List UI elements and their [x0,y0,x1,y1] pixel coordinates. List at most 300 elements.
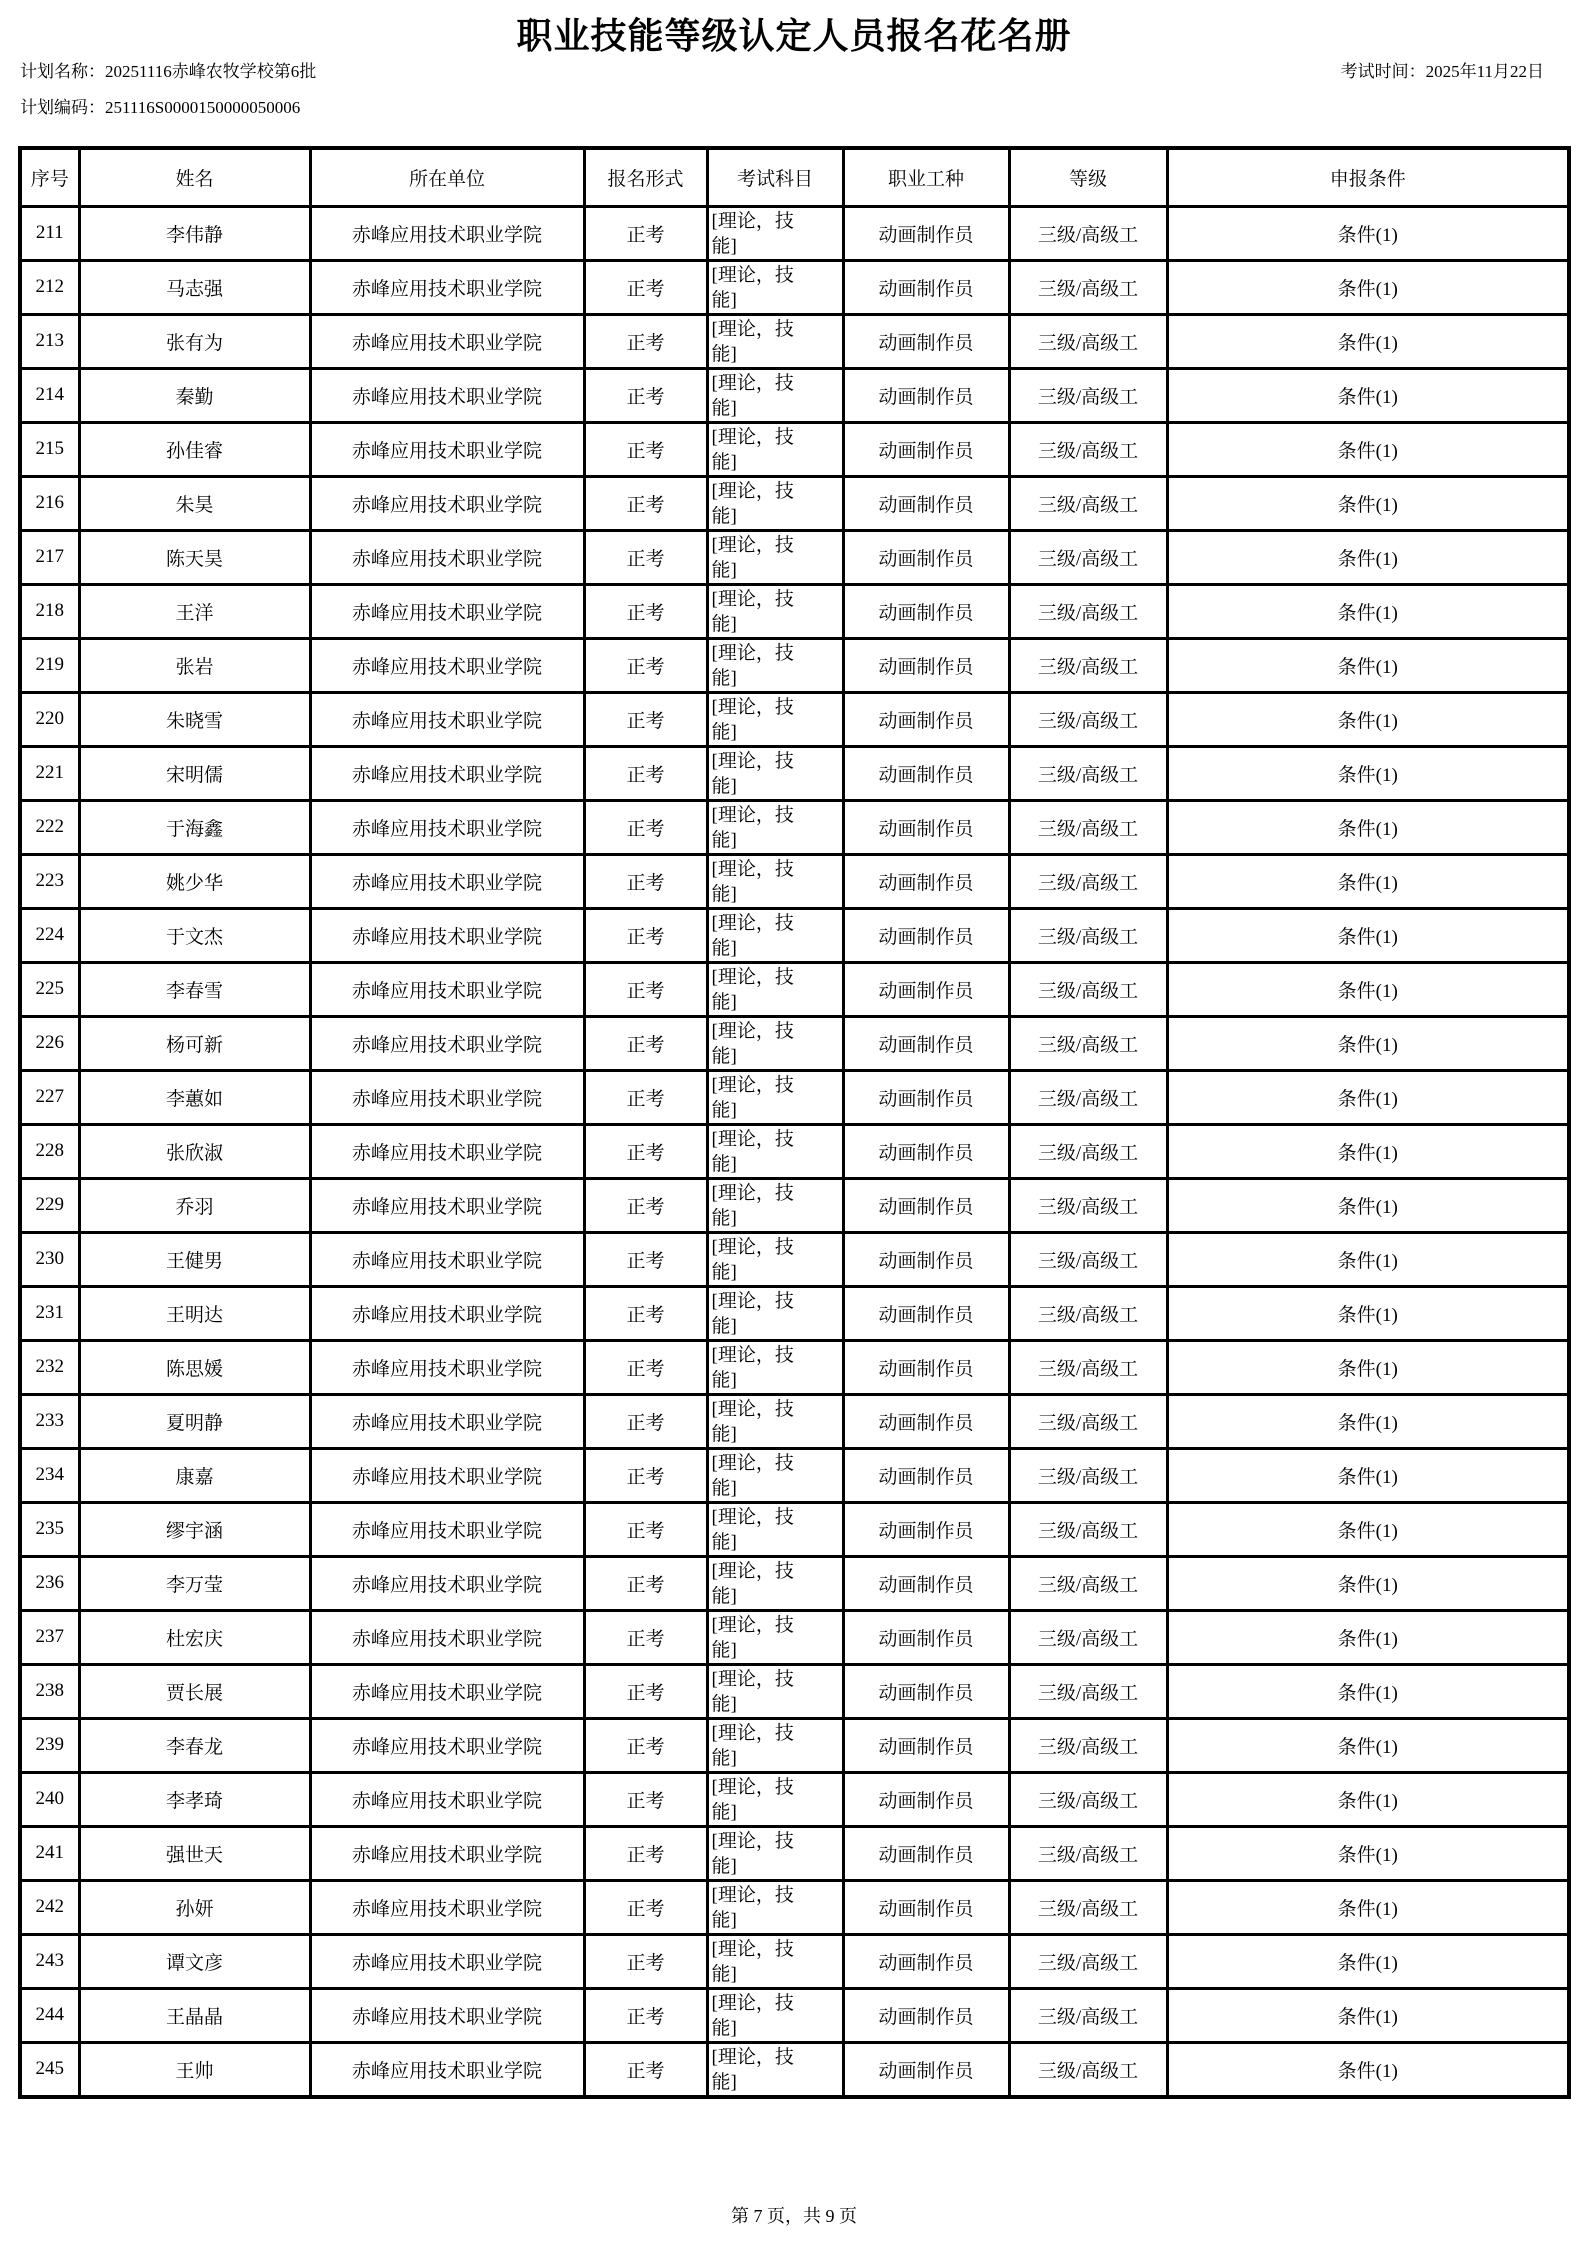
cell-level: 三级/高级工 [1009,1070,1167,1124]
cell-unit: 赤峰应用技术职业学院 [310,1880,584,1934]
exam-subjects-text: [理论，技能] [711,1776,794,1823]
cell-registration-form: 正考 [584,1448,707,1502]
cell-occupation: 动画制作员 [843,1718,1009,1772]
exam-subjects-text: [理论，技能] [711,264,794,311]
cell-condition: 条件(1) [1167,1394,1569,1448]
cell-registration-form: 正考 [584,908,707,962]
cell-unit: 赤峰应用技术职业学院 [310,584,584,638]
cell-exam-subjects [707,584,843,638]
table-row [20,2042,1569,2097]
cell-name: 马志强 [79,260,310,314]
cell-seq-number: 222 [20,800,79,854]
cell-seq-number: 211 [20,206,79,260]
table-row [20,260,1569,314]
table-row [20,1124,1569,1178]
cell-level: 三级/高级工 [1009,1718,1167,1772]
cell-seq-number: 215 [20,422,79,476]
cell-condition: 条件(1) [1167,1016,1569,1070]
cell-occupation: 动画制作员 [843,1826,1009,1880]
cell-occupation: 动画制作员 [843,800,1009,854]
cell-exam-subjects [707,1340,843,1394]
cell-unit: 赤峰应用技术职业学院 [310,1718,584,1772]
table-row [20,962,1569,1016]
plan-name-line [20,57,316,82]
cell-registration-form: 正考 [584,1556,707,1610]
cell-registration-form: 正考 [584,260,707,314]
plan-code-label: 计划编码： [20,98,105,117]
cell-unit: 赤峰应用技术职业学院 [310,1394,584,1448]
table-row [20,1934,1569,1988]
cell-name: 贾长展 [79,1664,310,1718]
cell-level: 三级/高级工 [1009,1394,1167,1448]
cell-exam-subjects [707,1610,843,1664]
cell-registration-form: 正考 [584,314,707,368]
cell-exam-subjects [707,314,843,368]
exam-subjects-text: [理论，技能] [711,1938,794,1985]
exam-subjects-text: [理论，技能] [711,1020,794,1067]
cell-name: 缪宇涵 [79,1502,310,1556]
exam-subjects-text: [理论，技能] [711,318,794,365]
cell-exam-subjects [707,1934,843,1988]
cell-exam-subjects [707,1232,843,1286]
cell-level: 三级/高级工 [1009,1664,1167,1718]
cell-unit: 赤峰应用技术职业学院 [310,260,584,314]
cell-level: 三级/高级工 [1009,854,1167,908]
cell-unit: 赤峰应用技术职业学院 [310,1502,584,1556]
cell-occupation: 动画制作员 [843,314,1009,368]
cell-registration-form: 正考 [584,1718,707,1772]
cell-occupation: 动画制作员 [843,1502,1009,1556]
cell-seq-number: 229 [20,1178,79,1232]
cell-condition: 条件(1) [1167,1556,1569,1610]
cell-unit: 赤峰应用技术职业学院 [310,314,584,368]
cell-occupation: 动画制作员 [843,1610,1009,1664]
cell-seq-number: 240 [20,1772,79,1826]
cell-level: 三级/高级工 [1009,1340,1167,1394]
cell-exam-subjects [707,260,843,314]
header-cell: 职业工种 [843,148,1009,206]
cell-registration-form: 正考 [584,206,707,260]
table-row [20,1610,1569,1664]
header-cell: 所在单位 [310,148,584,206]
cell-condition: 条件(1) [1167,1070,1569,1124]
cell-registration-form: 正考 [584,1826,707,1880]
table-row [20,368,1569,422]
cell-occupation: 动画制作员 [843,1934,1009,1988]
cell-registration-form: 正考 [584,1286,707,1340]
exam-time-value: 2025年11月22日 [1425,62,1544,81]
table-row [20,1772,1569,1826]
cell-unit: 赤峰应用技术职业学院 [310,368,584,422]
cell-name: 杨可新 [79,1016,310,1070]
header-cell: 等级 [1009,148,1167,206]
exam-subjects-text: [理论，技能] [711,588,794,635]
cell-condition: 条件(1) [1167,746,1569,800]
cell-occupation: 动画制作员 [843,476,1009,530]
exam-subjects-text: [理论，技能] [711,1830,794,1877]
exam-subjects-text: [理论，技能] [711,912,794,959]
cell-level: 三级/高级工 [1009,422,1167,476]
cell-occupation: 动画制作员 [843,1286,1009,1340]
cell-exam-subjects [707,1124,843,1178]
table-row [20,530,1569,584]
cell-level: 三级/高级工 [1009,1124,1167,1178]
table-header-row [20,148,1569,206]
cell-condition: 条件(1) [1167,1988,1569,2042]
cell-name: 李春龙 [79,1718,310,1772]
exam-subjects-text: [理论，技能] [711,2046,794,2093]
exam-time-label: 考试时间： [1340,62,1426,81]
cell-occupation: 动画制作员 [843,692,1009,746]
table-row [20,1556,1569,1610]
cell-registration-form: 正考 [584,1340,707,1394]
exam-subjects-text: [理论，技能] [711,1614,794,1661]
exam-subjects-text: [理论，技能] [711,1722,794,1769]
cell-name: 王明达 [79,1286,310,1340]
cell-condition: 条件(1) [1167,1718,1569,1772]
exam-subjects-text: [理论，技能] [711,1344,794,1391]
cell-occupation: 动画制作员 [843,746,1009,800]
cell-unit: 赤峰应用技术职业学院 [310,1232,584,1286]
table-row [20,854,1569,908]
cell-condition: 条件(1) [1167,1664,1569,1718]
cell-level: 三级/高级工 [1009,206,1167,260]
cell-seq-number: 236 [20,1556,79,1610]
cell-unit: 赤峰应用技术职业学院 [310,1070,584,1124]
cell-seq-number: 232 [20,1340,79,1394]
plan-code-line [20,93,300,118]
cell-seq-number: 233 [20,1394,79,1448]
cell-name: 秦勤 [79,368,310,422]
cell-condition: 条件(1) [1167,800,1569,854]
cell-exam-subjects [707,1772,843,1826]
cell-seq-number: 217 [20,530,79,584]
cell-level: 三级/高级工 [1009,1880,1167,1934]
cell-level: 三级/高级工 [1009,1502,1167,1556]
cell-registration-form: 正考 [584,1394,707,1448]
cell-level: 三级/高级工 [1009,1448,1167,1502]
cell-occupation: 动画制作员 [843,908,1009,962]
table-row [20,422,1569,476]
cell-unit: 赤峰应用技术职业学院 [310,2042,584,2097]
cell-occupation: 动画制作员 [843,1448,1009,1502]
exam-subjects-text: [理论，技能] [711,1884,794,1931]
cell-exam-subjects [707,476,843,530]
exam-subjects-text: [理论，技能] [711,480,794,527]
cell-registration-form: 正考 [584,800,707,854]
cell-condition: 条件(1) [1167,1340,1569,1394]
cell-seq-number: 238 [20,1664,79,1718]
table-row [20,1448,1569,1502]
cell-registration-form: 正考 [584,530,707,584]
cell-registration-form: 正考 [584,962,707,1016]
cell-condition: 条件(1) [1167,1502,1569,1556]
cell-name: 朱昊 [79,476,310,530]
cell-level: 三级/高级工 [1009,476,1167,530]
table-row [20,206,1569,260]
cell-exam-subjects [707,1880,843,1934]
cell-seq-number: 234 [20,1448,79,1502]
cell-occupation: 动画制作员 [843,1880,1009,1934]
cell-occupation: 动画制作员 [843,1556,1009,1610]
cell-unit: 赤峰应用技术职业学院 [310,1448,584,1502]
cell-occupation: 动画制作员 [843,854,1009,908]
cell-level: 三级/高级工 [1009,638,1167,692]
exam-subjects-text: [理论，技能] [711,804,794,851]
cell-registration-form: 正考 [584,1178,707,1232]
cell-unit: 赤峰应用技术职业学院 [310,206,584,260]
table-row [20,1394,1569,1448]
cell-condition: 条件(1) [1167,260,1569,314]
cell-seq-number: 237 [20,1610,79,1664]
cell-exam-subjects [707,1502,843,1556]
cell-occupation: 动画制作员 [843,1016,1009,1070]
cell-name: 宋明儒 [79,746,310,800]
exam-time-line [1341,57,1544,82]
cell-unit: 赤峰应用技术职业学院 [310,476,584,530]
exam-subjects-text: [理论，技能] [711,1398,794,1445]
exam-subjects-text: [理论，技能] [711,696,794,743]
cell-name: 于文杰 [79,908,310,962]
cell-exam-subjects [707,2042,843,2097]
cell-seq-number: 212 [20,260,79,314]
cell-unit: 赤峰应用技术职业学院 [310,1340,584,1394]
cell-occupation: 动画制作员 [843,1124,1009,1178]
cell-condition: 条件(1) [1167,1448,1569,1502]
cell-seq-number: 214 [20,368,79,422]
cell-seq-number: 241 [20,1826,79,1880]
table-row [20,1988,1569,2042]
table-row [20,1718,1569,1772]
table-row [20,800,1569,854]
cell-unit: 赤峰应用技术职业学院 [310,1826,584,1880]
cell-occupation: 动画制作员 [843,206,1009,260]
cell-registration-form: 正考 [584,1016,707,1070]
exam-subjects-text: [理论，技能] [711,1236,794,1283]
exam-subjects-text: [理论，技能] [711,1452,794,1499]
exam-subjects-text: [理论，技能] [711,1506,794,1553]
cell-condition: 条件(1) [1167,1934,1569,1988]
cell-unit: 赤峰应用技术职业学院 [310,422,584,476]
table-row [20,1286,1569,1340]
cell-unit: 赤峰应用技术职业学院 [310,1124,584,1178]
cell-unit: 赤峰应用技术职业学院 [310,638,584,692]
cell-occupation: 动画制作员 [843,1178,1009,1232]
cell-exam-subjects [707,746,843,800]
cell-name: 王晶晶 [79,1988,310,2042]
cell-level: 三级/高级工 [1009,1016,1167,1070]
cell-level: 三级/高级工 [1009,1286,1167,1340]
cell-exam-subjects [707,1070,843,1124]
plan-code-value: 251116S0000150000050006 [105,98,301,117]
cell-name: 李万莹 [79,1556,310,1610]
header-cell: 申报条件 [1167,148,1569,206]
table-row [20,746,1569,800]
page-title: 职业技能等级认定人员报名花名册 [516,16,1072,56]
cell-condition: 条件(1) [1167,692,1569,746]
table-row [20,1664,1569,1718]
cell-occupation: 动画制作员 [843,584,1009,638]
table-row [20,638,1569,692]
cell-registration-form: 正考 [584,854,707,908]
cell-condition: 条件(1) [1167,422,1569,476]
plan-name-label: 计划名称： [20,62,105,81]
exam-subjects-text: [理论，技能] [711,642,794,689]
cell-name: 乔羽 [79,1178,310,1232]
exam-subjects-text: [理论，技能] [711,1668,794,1715]
cell-level: 三级/高级工 [1009,584,1167,638]
exam-subjects-text: [理论，技能] [711,372,794,419]
cell-occupation: 动画制作员 [843,260,1009,314]
cell-seq-number: 239 [20,1718,79,1772]
cell-exam-subjects [707,206,843,260]
cell-seq-number: 231 [20,1286,79,1340]
cell-condition: 条件(1) [1167,584,1569,638]
header-cell: 姓名 [79,148,310,206]
cell-level: 三级/高级工 [1009,260,1167,314]
cell-seq-number: 245 [20,2042,79,2097]
cell-seq-number: 221 [20,746,79,800]
cell-seq-number: 220 [20,692,79,746]
cell-unit: 赤峰应用技术职业学院 [310,800,584,854]
cell-condition: 条件(1) [1167,530,1569,584]
cell-level: 三级/高级工 [1009,2042,1167,2097]
cell-level: 三级/高级工 [1009,746,1167,800]
cell-registration-form: 正考 [584,638,707,692]
cell-occupation: 动画制作员 [843,638,1009,692]
cell-occupation: 动画制作员 [843,530,1009,584]
cell-occupation: 动画制作员 [843,2042,1009,2097]
page-footer: 第 7 页，共 9 页 [731,2206,857,2226]
cell-level: 三级/高级工 [1009,1232,1167,1286]
cell-occupation: 动画制作员 [843,1340,1009,1394]
cell-condition: 条件(1) [1167,476,1569,530]
cell-level: 三级/高级工 [1009,1610,1167,1664]
cell-registration-form: 正考 [584,1070,707,1124]
cell-registration-form: 正考 [584,476,707,530]
cell-unit: 赤峰应用技术职业学院 [310,854,584,908]
cell-name: 李孝琦 [79,1772,310,1826]
cell-seq-number: 223 [20,854,79,908]
exam-subjects-text: [理论，技能] [711,1074,794,1121]
cell-seq-number: 244 [20,1988,79,2042]
cell-exam-subjects [707,800,843,854]
cell-seq-number: 218 [20,584,79,638]
table-row [20,1826,1569,1880]
cell-condition: 条件(1) [1167,638,1569,692]
header-cell: 考试科目 [707,148,843,206]
cell-registration-form: 正考 [584,1502,707,1556]
cell-condition: 条件(1) [1167,1286,1569,1340]
cell-name: 李春雪 [79,962,310,1016]
cell-name: 于海鑫 [79,800,310,854]
cell-unit: 赤峰应用技术职业学院 [310,1556,584,1610]
exam-subjects-text: [理论，技能] [711,750,794,797]
cell-seq-number: 228 [20,1124,79,1178]
exam-subjects-text: [理论，技能] [711,1128,794,1175]
cell-condition: 条件(1) [1167,962,1569,1016]
cell-level: 三级/高级工 [1009,530,1167,584]
cell-registration-form: 正考 [584,1880,707,1934]
cell-exam-subjects [707,368,843,422]
cell-name: 王健男 [79,1232,310,1286]
cell-unit: 赤峰应用技术职业学院 [310,1016,584,1070]
exam-subjects-text: [理论，技能] [711,210,794,257]
cell-registration-form: 正考 [584,1610,707,1664]
cell-registration-form: 正考 [584,2042,707,2097]
cell-occupation: 动画制作员 [843,1394,1009,1448]
table-row [20,1340,1569,1394]
cell-level: 三级/高级工 [1009,962,1167,1016]
cell-name: 王帅 [79,2042,310,2097]
cell-name: 强世天 [79,1826,310,1880]
cell-exam-subjects [707,1178,843,1232]
cell-condition: 条件(1) [1167,206,1569,260]
cell-name: 王洋 [79,584,310,638]
cell-seq-number: 219 [20,638,79,692]
cell-exam-subjects [707,1556,843,1610]
cell-level: 三级/高级工 [1009,1178,1167,1232]
header-cell: 报名形式 [584,148,707,206]
table-row [20,314,1569,368]
plan-name-value: 20251116赤峰农牧学校第6批 [105,62,317,81]
cell-seq-number: 243 [20,1934,79,1988]
cell-name: 陈思媛 [79,1340,310,1394]
cell-name: 张岩 [79,638,310,692]
cell-unit: 赤峰应用技术职业学院 [310,530,584,584]
cell-exam-subjects [707,854,843,908]
table-row [20,908,1569,962]
cell-unit: 赤峰应用技术职业学院 [310,692,584,746]
cell-level: 三级/高级工 [1009,1988,1167,2042]
roster-table [18,146,1571,2099]
cell-registration-form: 正考 [584,746,707,800]
cell-unit: 赤峰应用技术职业学院 [310,1934,584,1988]
cell-level: 三级/高级工 [1009,1556,1167,1610]
cell-exam-subjects [707,530,843,584]
table-row [20,476,1569,530]
cell-seq-number: 242 [20,1880,79,1934]
cell-name: 谭文彦 [79,1934,310,1988]
cell-seq-number: 224 [20,908,79,962]
cell-registration-form: 正考 [584,1772,707,1826]
cell-unit: 赤峰应用技术职业学院 [310,746,584,800]
cell-level: 三级/高级工 [1009,800,1167,854]
cell-condition: 条件(1) [1167,1178,1569,1232]
cell-condition: 条件(1) [1167,1772,1569,1826]
cell-condition: 条件(1) [1167,368,1569,422]
table-row [20,584,1569,638]
cell-level: 三级/高级工 [1009,314,1167,368]
cell-exam-subjects [707,1394,843,1448]
exam-subjects-text: [理论，技能] [711,1560,794,1607]
cell-occupation: 动画制作员 [843,962,1009,1016]
cell-registration-form: 正考 [584,368,707,422]
cell-registration-form: 正考 [584,1232,707,1286]
cell-exam-subjects [707,422,843,476]
cell-name: 张欣淑 [79,1124,310,1178]
cell-condition: 条件(1) [1167,314,1569,368]
cell-occupation: 动画制作员 [843,422,1009,476]
cell-name: 朱晓雪 [79,692,310,746]
cell-exam-subjects [707,692,843,746]
cell-seq-number: 235 [20,1502,79,1556]
cell-exam-subjects [707,908,843,962]
cell-occupation: 动画制作员 [843,1772,1009,1826]
cell-name: 张有为 [79,314,310,368]
cell-registration-form: 正考 [584,584,707,638]
cell-seq-number: 227 [20,1070,79,1124]
